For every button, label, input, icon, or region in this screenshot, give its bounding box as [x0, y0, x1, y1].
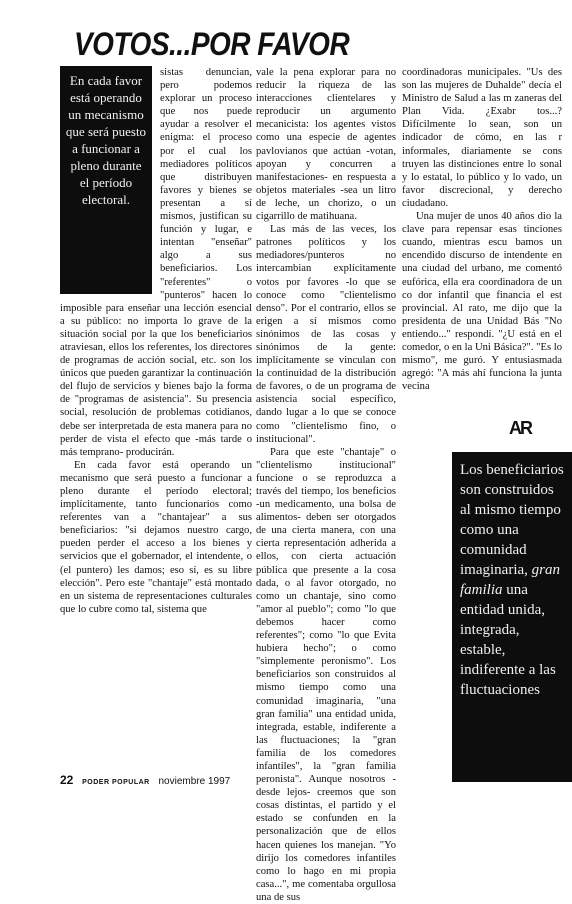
pull-quote-2-text: una entidad unida, integrada, estable, indiferente a las fluctuaciones [460, 582, 556, 698]
pull-quote-2-text: Los beneficiarios son construidos al mismo tiempo como una comunidad imaginaria, [460, 462, 564, 578]
article-title: VOTOS...POR FAVOR [74, 26, 350, 62]
column-2 [256, 66, 396, 904]
column-1 [60, 66, 252, 616]
column-2-paragraph: Para que este "chantaje" o "clientelismo institucional" funcione o se reproduzca a través del tiempo, los beneficios -un medicamento, una bolsa de alimentos- deben ser otorgados de una cierta manera, con una cierta representación adherida a ellos, con cierta actuación pública que presente a la cosa dada, o al favor otorgado, no como un chantaje, sino como "amor al pueblo"; como "lo que debemos hacer como referentes"; como "lo que Evita hubiera hecho"; o como "simplemente peronismo". Los beneficiarios son construidos al mismo tiempo como una comunidad imaginaria, "una gran familia" una entidad unida, integrada, estable, indiferente a las fluctuaciones; la "gran familia de los comedores infantiles", la "gran familia peronista". Aunque nosotros -desde lejos- creemos que son cosas distintas, el partido y el estado se confunden en la personalización que de ellos hacen quienes los manejan. "Yo dirijo los comedores infantiles como lo hago en mi propia casa...", me comentaba orgullosa una de sus [256, 446, 396, 903]
column-3-paragraph: Una mujer de unos 40 años dio la clave para repensar esas tinciones cuando, mientras escu bamos un encendido discurso de intendente en una ciudad del urbano, me comentó eufórica, ella era coordinadora de un co dor infantil que financia el est provincial. Al rato, me dijo que la presidenta de una Unidad Bás "No entiendo..." respondí. "¿U está en el comedor, o en la Uni Básica?". "Es lo mismo", me guró. Y entusiasmada agregó: "A más ahí funciona la junta vecina [402, 211, 562, 393]
pull-quote-2 [452, 452, 572, 782]
column-2-paragraph: Las más de las veces, los patrones políticos y los mediadores/punteros no intercambian explícitamente votos por favores -lo que se conoce como "clientelismo denso". Por el contrario, ellos se erigen a sí mismos como sinónimos de las cosas y sinónimos de la gente: implícitamente se vinculan con la continuidad de la distribución de favores, o de un programa de asistencia social específico, dando lugar a lo que se conoce como "clientelismo fino, o institucional". [256, 224, 396, 445]
section-logo-fragment: AR [509, 418, 531, 438]
page-footer [60, 773, 230, 787]
column-1-paragraph: sistas denuncian, pero podemos explorar un proceso que nos puede ayudar a resolver el enigma: el proceso por el cual los mediadores políticos que distribuyen favores y bienes se presentan a sí mismos, justifican su función y lugar, e intentan "enseñar" algo a sus beneficiarios. Los "referentes" o "punteros" hacen lo imposible para enseñar una lección esencial a su público: no importa lo grave de la situación social por la que los beneficiarios atraviesan, ellos los referentes, los directores de programas de acción social, etc. son los únicos que pueden garantizar la continuación del flujo de servicios y bienes bajo la forma de "programas de asistencia". Su presencia social, resolución de problemas cotidianos, debe ser interpretada de esta manera para no perder de vista el efecto que -más tarde o más temprano- producirán. [60, 67, 252, 458]
issue-date: noviembre 1997 [158, 776, 231, 787]
column-2-paragraph: vale la pena explorar para no reducir la riqueza de las interacciones clientelares y reproducir un argumento mecanicista: los agentes vistos como una especie de agentes pavlovianos que actúan -votan, apoyan y concurren a manifestaciones- en respuesta a objetos materiales -sea un litro de leche, un chorizo, o un cigarrillo de matihuana. [256, 67, 396, 223]
pull-quote-1: En cada favor está operando un mecanismo que será puesto a funcionar a pleno durante el período electoral. [60, 66, 152, 294]
pull-quote-2-emphasis: gran familia [460, 562, 560, 598]
column-3 [402, 66, 562, 393]
page-number: 22 [60, 773, 74, 787]
column-3-paragraph: coordinadoras municipales. "Us des son las mujeres de Duhalde" decía el Ministro de Salud a las m zaneras del Plan Vida. ¿Exabr tos...? Difícilmente lo sean, son un indicador de cómo, en las r informales, diariamente se cons truyen las distinciones entre lo sonal y lo estatal, lo público y lo vado, un favor discrecional, y derecho ciudadano. [402, 67, 562, 209]
magazine-name: PODER POPULAR [82, 779, 150, 786]
column-1-paragraph: En cada favor está operando un mecanismo que será puesto a funcionar a pleno durante el período electoral; implícitamente, tanto funcionarios como referentes van a "chantajear" a sus beneficiarios: "si dejamos nuestro cargo, pueden perder el acceso a los bienes y servicios que el gobernador, el intendente, o (el puntero) les damos; eso sí, es su libre elección". Pero este "chantaje" está montado en un sistema de representaciones culturales que lo cubre como tal, sistema que [60, 459, 252, 615]
